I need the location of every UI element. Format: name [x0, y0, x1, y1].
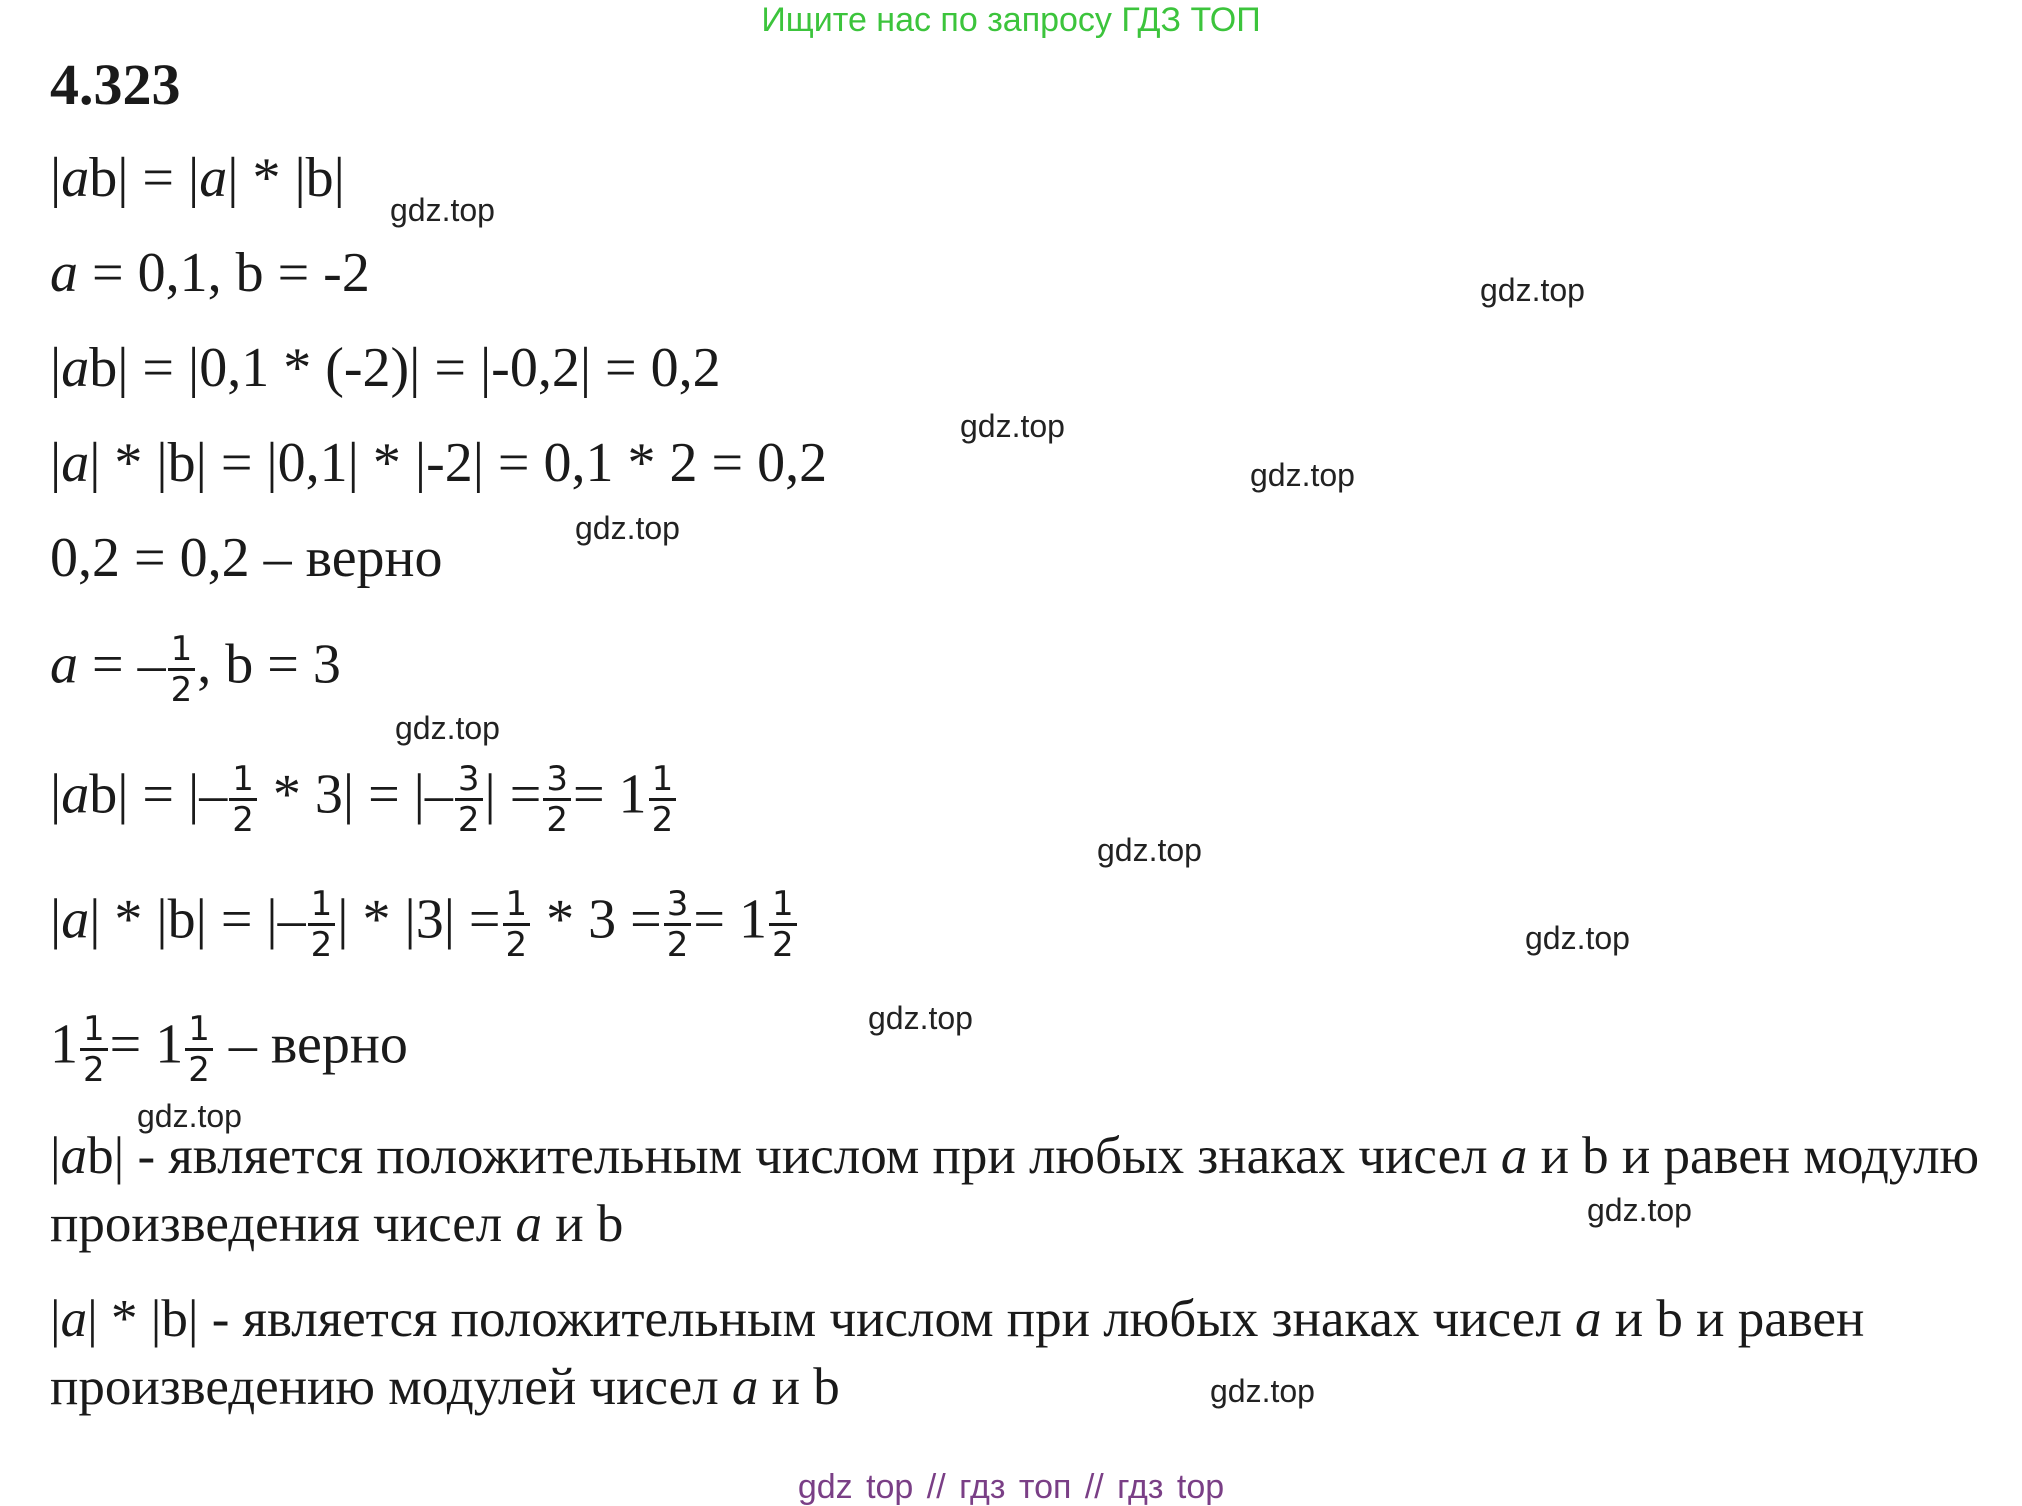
watermark: gdz.top	[1525, 920, 1630, 956]
formula-line-6: a = – $\frac{1}{2}$ , b = 3	[50, 629, 341, 710]
footer-watermark: gdz top // гдз топ // гдз top	[797, 1468, 1225, 1506]
formula-line-8: |a| * |b| = |– $\frac{1}{2}$ | * |3| = $\frac{1}{2}$ * 3 = $\frac{3}{2}$ = 1 $\frac{1}{2}$	[50, 885, 799, 964]
fraction: $\frac{1}{2}$	[80, 1010, 108, 1089]
watermark: gdz.top	[868, 1000, 973, 1036]
watermark: gdz.top	[1210, 1373, 1315, 1409]
conclusion-paragraph-1: |ab| - является положительным числом при любых знаках чисел a и b и равен модулю произведения чисел a и b	[50, 1127, 1980, 1253]
fraction: $\frac{1}{2}$	[168, 630, 196, 709]
fraction: $\frac{1}{2}$	[229, 760, 257, 839]
exercise-number: 4.323	[50, 52, 181, 117]
watermark: gdz.top	[395, 710, 500, 746]
fraction: $\frac{1}{2}$	[308, 885, 336, 964]
fraction: $\frac{3}{2}$	[543, 760, 571, 839]
watermark: gdz.top	[1480, 272, 1585, 308]
fraction: $\frac{1}{2}$	[769, 885, 797, 964]
watermark: gdz.top	[1250, 457, 1355, 493]
watermark: gdz.top	[575, 510, 680, 546]
fraction: $\frac{1}{2}$	[503, 885, 531, 964]
watermark: gdz.top	[390, 192, 495, 228]
fraction: $\frac{1}{2}$	[649, 760, 677, 839]
fraction: $\frac{3}{2}$	[664, 885, 692, 964]
watermark: gdz.top	[137, 1098, 242, 1134]
fraction: $\frac{1}{2}$	[185, 1010, 213, 1089]
conclusion-paragraph-2: |a| * |b| - является положительным числом при любых знаках чисел a и b и равен произведению модулей чисел a и b	[50, 1290, 1865, 1416]
formula-line-9: 1 $\frac{1}{2}$ = 1 $\frac{1}{2}$ – верно	[50, 1009, 408, 1090]
formula-line-1: |ab| = |a| * |b|	[50, 147, 345, 209]
fraction: $\frac{3}{2}$	[455, 760, 483, 839]
formula-line-3: |ab| = |0,1 * (-2)| = |-0,2| = 0,2	[50, 337, 721, 399]
formula-line-2: a = 0,1, b = -2	[50, 242, 370, 304]
watermark: gdz.top	[960, 408, 1065, 444]
watermark: gdz.top	[1097, 832, 1202, 868]
watermark: gdz.top	[1587, 1192, 1692, 1228]
formula-line-7: |ab| = |– $\frac{1}{2}$ * 3| = |– $\frac{3}{2}$ | = $\frac{3}{2}$ = 1 $\frac{1}{2}$	[50, 760, 678, 839]
formula-line-5: 0,2 = 0,2 – верно	[50, 527, 443, 589]
search-banner: Ищите нас по запросу ГДЗ ТОП	[761, 1, 1261, 39]
formula-line-4: |a| * |b| = |0,1| * |-2| = 0,1 * 2 = 0,2	[50, 432, 828, 494]
